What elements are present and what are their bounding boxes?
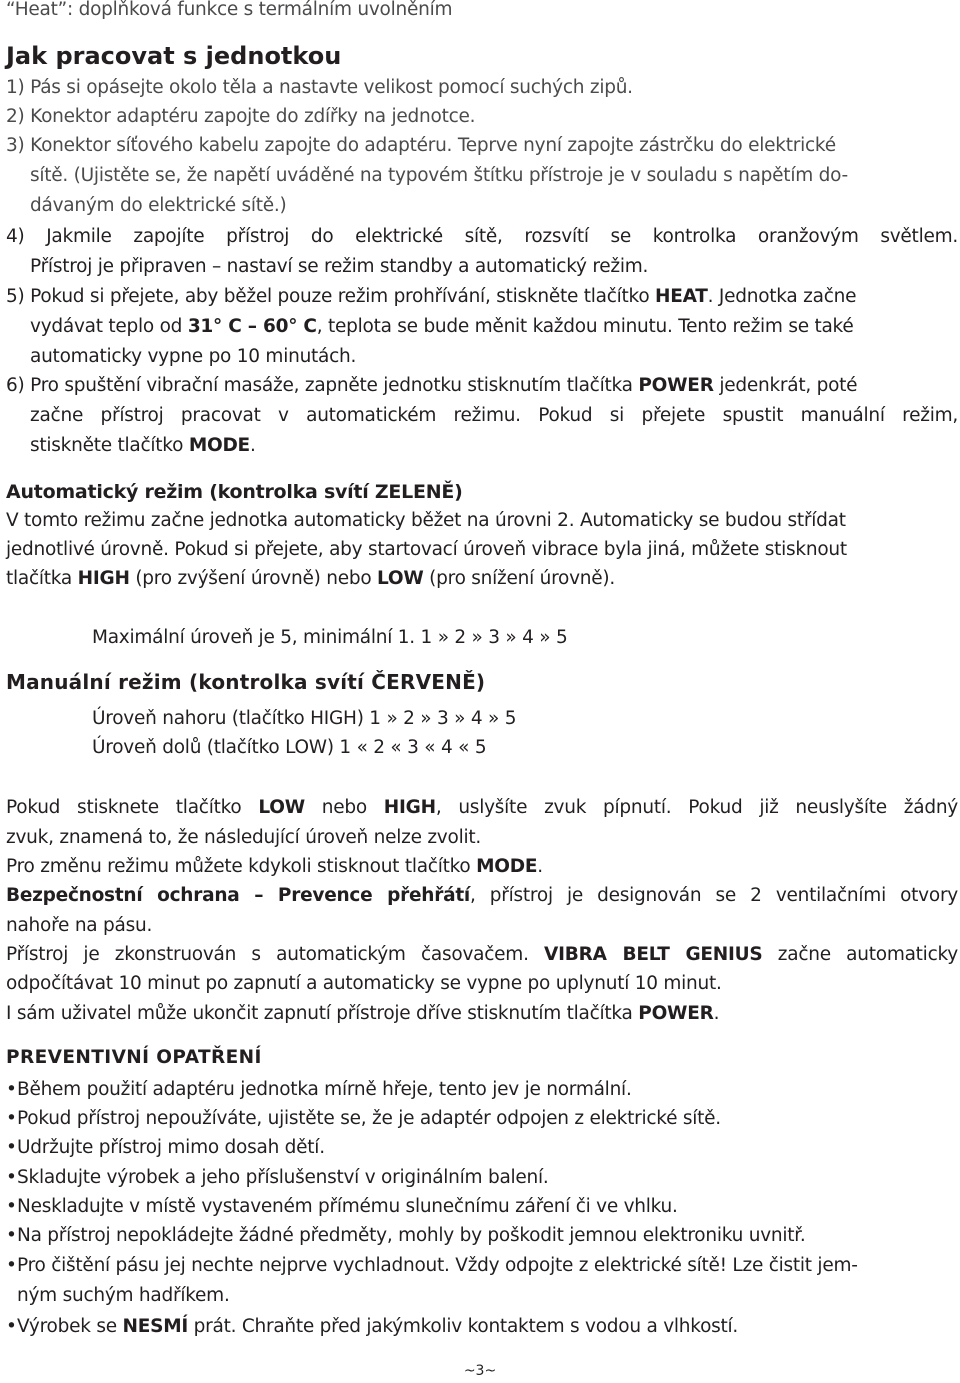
auto-line-3: tlačítka HIGH (pro zvýšení úrovně) nebo LOW (pro snížení úrovně). bbox=[6, 568, 616, 589]
auto-level-range: Maximální úroveň je 5, minimální 1. 1 » 2 » 3 » 4 » 5 bbox=[92, 627, 568, 648]
step-4-line-1: 4) Jakmile zapojíte přístroj do elektrické sítě, rozsvítí se kontrolka oranžovým světlem. bbox=[6, 226, 958, 247]
section-title-how-to-use: Jak pracovat s jednotkou bbox=[6, 42, 342, 70]
heat-function-line: “Heat”: doplňková funkce s termálním uvolněním bbox=[6, 0, 453, 20]
precaution-item: • Pro čištění pásu jej nechte nejprve vychladnout. Vždy odpojte z elektrické sítě! Lze čistit jem- bbox=[6, 1251, 958, 1281]
notes-p1-line-2: zvuk, znamená to, že následující úroveň nelze zvolit. bbox=[6, 827, 481, 848]
step-6-line-3: stiskněte tlačítko MODE. bbox=[30, 435, 256, 456]
section-title-precautions: PREVENTIVNÍ OPATŘENÍ bbox=[6, 1047, 262, 1068]
step-6-line-2: začne přístroj pracovat v automatickém režimu. Pokud si přejete spustit manuální režim, bbox=[30, 405, 958, 426]
notes-p1-line-1: Pokud stisknete tlačítko LOW nebo HIGH, uslyšíte zvuk pípnutí. Pokud již neuslyšíte žádný bbox=[6, 797, 958, 818]
precaution-item: • Pokud přístroj nepoužíváte, ujistěte se, že je adaptér odpojen z elektrické sítě. bbox=[6, 1104, 958, 1134]
notes-p2: Pro změnu režimu můžete kdykoli stisknout tlačítko MODE. bbox=[6, 856, 543, 877]
section-title-automatic-mode: Automatický režim (kontrolka svítí ZELENĚ) bbox=[6, 481, 463, 503]
step-3-line-1: 3) Konektor síťového kabelu zapojte do adaptéru. Teprve nyní zapojte zástrčku do elektrické bbox=[6, 135, 836, 156]
precaution-item-continued: ným suchým hadříkem. bbox=[17, 1285, 230, 1306]
manual-level-down: Úroveň dolů (tlačítko LOW) 1 « 2 « 3 « 4 « 5 bbox=[92, 737, 487, 758]
step-3-line-3: dávaným do elektrické sítě.) bbox=[30, 195, 287, 216]
notes-p4-line-2: odpočítávat 10 minut po zapnutí a automaticky se vypne po uplynutí 10 minut. bbox=[6, 973, 722, 994]
precaution-item: • Skladujte výrobek a jeho příslušenství v originálním balení. bbox=[6, 1163, 958, 1193]
precaution-item: • Výrobek se NESMÍ prát. Chraňte před jakýmkoliv kontaktem s vodou a vlhkostí. bbox=[6, 1312, 958, 1342]
precaution-item: • Udržujte přístroj mimo dosah dětí. bbox=[6, 1133, 958, 1163]
notes-p3-line-2: nahoře na pásu. bbox=[6, 915, 153, 936]
precaution-item: • Na přístroj nepokládejte žádné předměty, mohly by poškodit jemnou elektroniku uvnitř. bbox=[6, 1221, 958, 1251]
step-6-line-1: 6) Pro spuštění vibrační masáže, zapněte jednotku stisknutím tlačítka POWER jedenkrát, poté bbox=[6, 375, 858, 396]
step-3-line-2: sítě. (Ujistěte se, že napětí uváděné na typovém štítku přístroje je v souladu s napětím do- bbox=[30, 165, 848, 186]
manual-level-up: Úroveň nahoru (tlačítko HIGH) 1 » 2 » 3 » 4 » 5 bbox=[92, 708, 517, 729]
auto-line-2: jednotlivé úrovně. Pokud si přejete, aby startovací úroveň vibrace byla jiná, můžete stisknout bbox=[6, 539, 847, 560]
step-4-line-2: Přístroj je připraven – nastaví se režim standby a automatický režim. bbox=[30, 256, 649, 277]
step-2: 2) Konektor adaptéru zapojte do zdířky na jednotce. bbox=[6, 106, 476, 127]
section-title-manual-mode: Manuální režim (kontrolka svítí ČERVENĚ) bbox=[6, 670, 486, 694]
step-5-line-3: automaticky vypne po 10 minutách. bbox=[30, 346, 357, 367]
precaution-item: • Během použití adaptéru jednotka mírně hřeje, tento jev je normální. bbox=[6, 1075, 958, 1105]
step-5-line-1: 5) Pokud si přejete, aby běžel pouze režim prohřívání, stiskněte tlačítko HEAT. Jednotka začne bbox=[6, 286, 857, 307]
notes-p4-line-1: Přístroj je zkonstruován s automatickým časovačem. VIBRA BELT GENIUS začne automaticky bbox=[6, 944, 958, 965]
precaution-item: • Neskladujte v místě vystaveném přímému slunečnímu záření či ve vhlku. bbox=[6, 1192, 958, 1222]
page-number: ~3~ bbox=[463, 1363, 497, 1379]
auto-line-1: V tomto režimu začne jednotka automaticky běžet na úrovni 2. Automaticky se budou střídat bbox=[6, 510, 846, 531]
step-5-line-2: vydávat teplo od 31° C – 60° C, teplota se bude měnit každou minutu. Tento režim se také bbox=[30, 316, 854, 337]
notes-p5: I sám uživatel může ukončit zapnutí přístroje dříve stisknutím tlačítka POWER. bbox=[6, 1003, 720, 1024]
step-1: 1) Pás si opásejte okolo těla a nastavte velikost pomocí suchých zipů. bbox=[6, 77, 633, 98]
notes-p3-line-1: Bezpečnostní ochrana – Prevence přehřátí, přístroj je designován se 2 ventilačními otvory bbox=[6, 885, 958, 906]
